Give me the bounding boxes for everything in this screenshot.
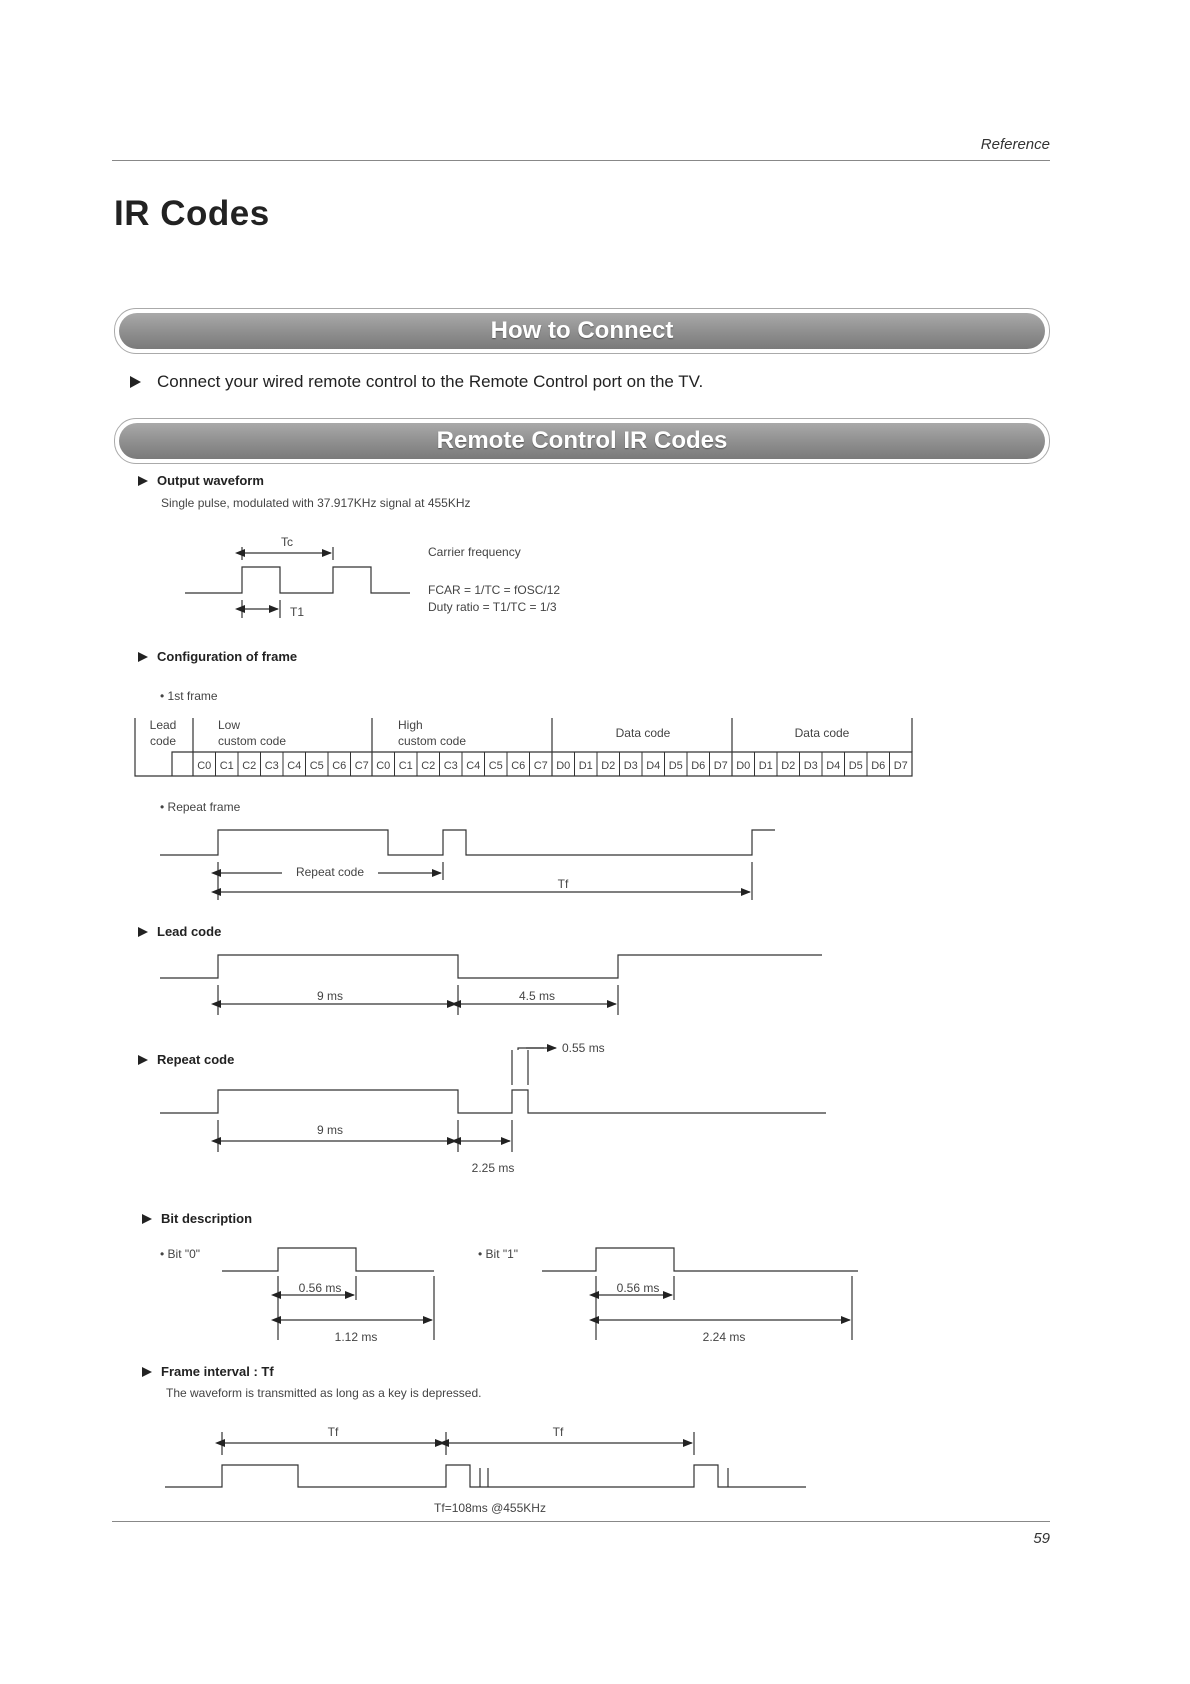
frame-interval-desc: The waveform is transmitted as long as a key is depressed. [166,1386,482,1400]
formula-1: FCAR = 1/TC = fOSC/12 [428,583,561,597]
tf-label: Tf [557,877,569,891]
bit-cell-label: C6 [511,760,526,772]
t1-label: T1 [290,605,305,619]
bit1-waveform [542,1248,858,1271]
triangle-bullet-icon [142,1214,152,1224]
bit-cell-label: C5 [309,760,324,772]
bit-cell-label: C2 [421,760,436,772]
bit-cell-label: D1 [578,760,593,772]
bit0-long-label: 1.12 ms [334,1330,378,1344]
triangle-bullet-icon [138,1055,148,1065]
bit-cell-label: C2 [242,760,257,772]
tf2-label: Tf [552,1425,564,1439]
carrier-label: Carrier frequency [428,545,521,559]
bit0-short-label: 0.56 ms [298,1281,342,1295]
bit1-short-label: 0.56 ms [616,1281,660,1295]
bit-cell-label: D3 [803,760,818,772]
bit-cell-label: C7 [533,760,548,772]
bit-cell-label: D4 [826,760,841,772]
high-custom-label-1: High [398,718,423,732]
bit-cell-label: C4 [287,760,302,772]
subhead-label: Bit description [161,1211,253,1226]
lead-9ms-label: 9 ms [316,989,344,1003]
bit1-long-label: 2.24 ms [702,1330,746,1344]
bit-cell-label: C7 [354,760,369,772]
subhead-bit-description [142,1211,252,1226]
repeat-frame-waveform [160,830,775,855]
bit-cell-label: C5 [488,760,503,772]
bit-cell-label: D2 [781,760,796,772]
bit-cell-label: C1 [398,760,413,772]
bit-cell-label: D3 [623,760,638,772]
lead-code-label-2: code [149,734,177,748]
bit-cell-label: C3 [264,760,279,772]
repeat-frame-label: • Repeat frame [160,800,241,814]
bit0-waveform [222,1248,434,1271]
page-title: IR Codes [114,194,270,233]
bit-cell-label: D6 [691,760,706,772]
subhead-label: Frame interval : Tf [161,1364,274,1379]
bit0-label: • Bit "0" [160,1247,201,1261]
subhead-lead-code [138,924,221,939]
page-number: 59 [1033,1530,1050,1547]
bit-cell-label: C1 [219,760,234,772]
bit-cell-label: C3 [443,760,458,772]
lead-code-label-1: Lead [149,718,177,732]
low-custom-label-1: Low [218,718,241,732]
formula-2: Duty ratio = T1/TC = 1/3 [428,600,557,614]
bit-cell-label: C0 [197,760,212,772]
repeat-0p55-label: 0.55 ms [562,1041,605,1055]
bit1-label: • Bit "1" [478,1247,519,1261]
tf-note: Tf=108ms @455KHz [434,1501,546,1515]
repeat-9ms-label: 9 ms [316,1123,344,1137]
subhead-label: Output waveform [157,473,264,488]
bit-cell-label: D7 [713,760,728,772]
section-heading: How to Connect [490,317,674,344]
bit-cell-label: D2 [601,760,616,772]
data-code-label-1: Data code [615,726,671,740]
bit-cell-label: C0 [376,760,391,772]
connect-text: Connect your wired remote control to the Remote Control port on the TV. [157,372,704,391]
tc-label: Tc [281,535,293,549]
triangle-bullet-icon [138,927,148,937]
bit-cell-label: D0 [736,760,751,772]
repeat-code-waveform [160,1090,826,1113]
subhead-config-frame [138,649,297,664]
section-heading: Remote Control IR Codes [436,427,728,454]
carrier-waveform [185,567,410,593]
high-custom-label-2: custom code [398,734,467,748]
footer-rule [112,1521,1050,1522]
subhead-label: Configuration of frame [157,649,298,664]
bit-cell-label: C4 [466,760,481,772]
bit-cell-label: D7 [893,760,908,772]
low-custom-label-2: custom code [218,734,287,748]
output-waveform-desc: Single pulse, modulated with 37.917KHz signal at 455KHz [161,496,471,510]
triangle-bullet-icon [142,1367,152,1377]
bit-cell-label: D1 [758,760,773,772]
bit-cell-label: D0 [556,760,571,772]
triangle-bullet-icon [138,652,148,662]
lead-code-waveform [160,955,822,978]
lead-4p5ms-label: 4.5 ms [518,989,556,1003]
bit-cell-label: D5 [848,760,863,772]
frame-interval-waveform [165,1465,806,1487]
bit-cell-label: D6 [871,760,886,772]
subhead-frame-interval [142,1364,274,1379]
data-code-label-2: Data code [794,726,850,740]
subhead-label: Lead code [157,924,222,939]
tf1-label: Tf [327,1425,339,1439]
repeat-code-label: Repeat code [295,865,365,879]
subhead-repeat-code [138,1052,234,1067]
first-frame-label: • 1st frame [160,689,218,703]
bit-cell-label: D4 [646,760,661,772]
bit-cell-label: D5 [668,760,683,772]
repeat-2p25-label: 2.25 ms [471,1161,515,1175]
header-section-label: Reference [980,136,1050,153]
bit-cell-label: C6 [332,760,347,772]
subhead-label: Repeat code [157,1052,235,1067]
